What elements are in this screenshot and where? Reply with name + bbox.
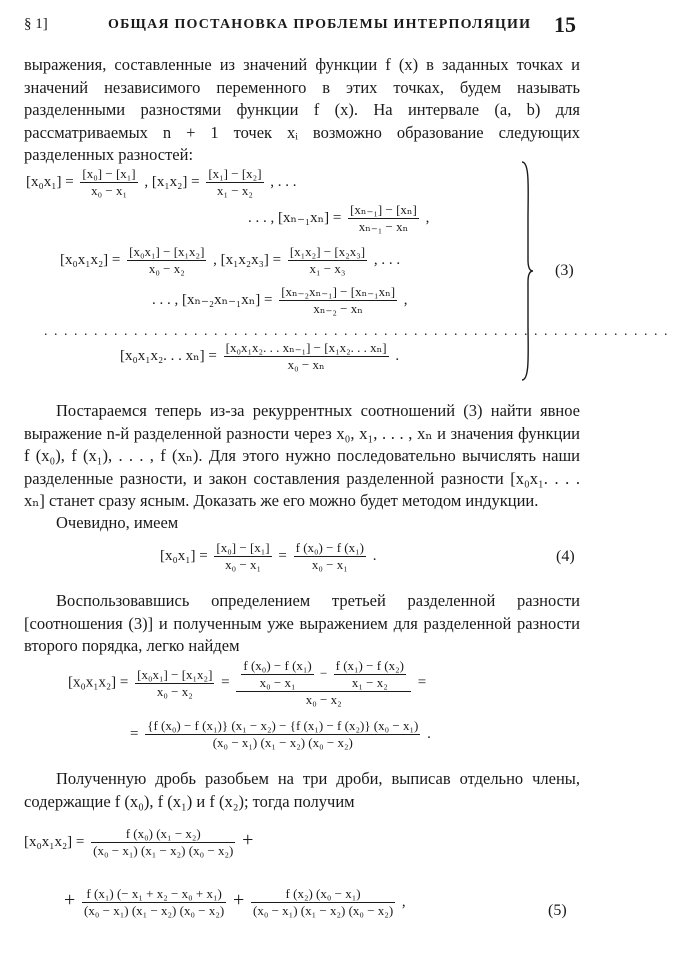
eq3-r1b-num: [x₁] − [x₂] [208, 166, 262, 181]
eq5-num1: f (x₀) (x₁ − x₂) [125, 826, 201, 841]
eq5-plus1: + [242, 828, 254, 851]
eq3-r1a-frac [80, 166, 137, 199]
equation-5-line2 [64, 886, 406, 919]
paragraph-using-definition: Воспользовавшись определением третьей разделенной разности [соотношения (3)] и полученным уже выражением для разделенной разности второго порядка, легко найдем [24, 591, 580, 656]
eqm-compound-frac [236, 658, 411, 708]
eq5-num3: f (x₂) (x₀ − x₁) [285, 886, 361, 901]
eq3-row5 [120, 340, 399, 373]
eq4-eq: = [278, 547, 287, 564]
eq3-r1-tail: , . . . [270, 173, 297, 190]
eq5-plus3: + [232, 888, 245, 911]
eqm-inner-b-num: f (x₁) − f (x₂) [335, 658, 404, 673]
eq3-r1a-den: x₀ − x₁ [80, 182, 137, 199]
eq3-dotted-row: ............................................................... [44, 324, 674, 339]
eq3-r4-num: [xₙ₋₂xₙ₋₁] − [xₙ₋₁xₙ] [281, 284, 396, 299]
section-mark: § 1] [24, 16, 48, 32]
eq4-den2: x₀ − x₁ [294, 556, 366, 573]
eqm-lhs: [x₀x₁x₂] = [68, 674, 129, 691]
eq3-r5-num: [x₀x₁x₂. . . xₙ₋₁] − [x₁x₂. . . xₙ] [225, 340, 387, 355]
eq3-r1b-den: x₁ − x₂ [206, 182, 263, 199]
paragraph-split-fraction: Полученную дробь разобьем на три дроби, выписав отдельно члены, содержащие f (x₀), f (x₁) и f (x₂); тогда получим [24, 769, 580, 811]
eq3-r3b-num: [x₁x₂] − [x₂x₃] [289, 244, 366, 259]
eq3-r5-frac [224, 340, 389, 373]
eq5-den1: (x₀ − x₁) (x₁ − x₂) (x₀ − x₂) [93, 843, 234, 858]
eq3-r2-frac [348, 202, 419, 235]
eq3-r1b-frac [206, 166, 263, 199]
eq3-r3a-lhs: [x₀x₁x₂] = [60, 251, 121, 268]
eqm-inner-a [241, 658, 313, 691]
eqm-frac1 [135, 667, 214, 700]
eq3-row2 [248, 202, 429, 235]
eqm-outer-den: x₀ − x₂ [236, 691, 411, 708]
eq3-row4 [152, 284, 408, 317]
chapter-title: ОБЩАЯ ПОСТАНОВКА ПРОБЛЕМЫ ИНТЕРПОЛЯЦИИ [108, 17, 532, 32]
eq3-r5-tail: . [395, 347, 400, 364]
eq3-r5-den: x₀ − xₙ [224, 356, 389, 373]
eq3-row3 [60, 244, 400, 277]
eqm-inner-b-den: x₁ − x₂ [334, 674, 406, 691]
eq3-r2-num: [xₙ₋₁] − [xₙ] [350, 202, 417, 217]
eqm-num3: {f (x₀) − f (x₁)} (x₁ − x₂) − {f (x₁) − f (x₂)} (x₀ − x₁) [147, 718, 419, 733]
equation-second-order-line2 [130, 718, 431, 751]
page-number: 15 [554, 12, 576, 37]
eqm-tail: . [427, 725, 431, 742]
eq5-num2: f (x₁) (− x₁ + x₂ − x₀ + x₁) [86, 886, 222, 901]
eq3-r3b-lhs: , [x₁x₂x₃] = [213, 251, 282, 268]
eq3-r2-tail: , [425, 209, 430, 226]
eqm-line2-eq: = [130, 725, 139, 742]
eq5-frac2 [82, 886, 226, 919]
eq3-row1 [26, 166, 297, 199]
eq3-r4-lhs: . . . , [xₙ₋₂xₙ₋₁xₙ] = [152, 291, 273, 308]
eq5-den2: (x₀ − x₁) (x₁ − x₂) (x₀ − x₂) [84, 903, 225, 918]
eqm-eq-end: = [417, 674, 427, 691]
eq4-frac1 [214, 540, 271, 573]
paragraph-explicit: Постараемся теперь из-за рекуррентных соотношений (3) найти явное выражение n-й разделенной разности через x₀, x₁, . . . , xₙ и значения функции f (x₀), f (x₁), . . . , f (xₙ). Для этого нужно последовательно вычислять наши разделенные разности, и закон составления разделенной разности [x₀x₁. . . . xₙ] станет сразу ясным. Доказать же его можно будет методом индукции. [24, 401, 580, 511]
eq3-r2-lhs: . . . , [xₙ₋₁xₙ] = [248, 209, 342, 226]
eq4-num1: [x₀] − [x₁] [216, 540, 270, 555]
eq4-frac2 [294, 540, 366, 573]
equation-4 [160, 540, 376, 573]
eqm-inner-a-den: x₀ − x₁ [241, 674, 313, 691]
eqm-den1: x₀ − x₂ [135, 683, 214, 700]
eq3-r1a-lhs: [x₀x₁] = [26, 173, 74, 190]
paragraph-intro: выражения, составленные из значений функции f (x) в заданных точках и значений независимого переменного в этих точках, будем называть разделенными разностями функции f (x). На интервале (a, b) для рассматриваемых n + 1 точек xᵢ возможно образование следующих разделенных разностей: [24, 55, 580, 165]
eq4-num2: f (x₀) − f (x₁) [295, 540, 364, 555]
eq3-r4-den: xₙ₋₂ − xₙ [279, 300, 397, 317]
eq3-r1b-lhs: , [x₁x₂] = [144, 173, 200, 190]
eq3-r4-frac [279, 284, 397, 317]
eq3-r3-tail: , . . . [373, 251, 401, 268]
equation-5-line1 [24, 826, 253, 859]
eqm-inner-minus: − [320, 665, 328, 681]
right-brace [520, 160, 534, 382]
eq3-r4-tail: , [403, 291, 408, 308]
equation-number-3: (3) [555, 262, 574, 279]
eq4-lhs: [x₀x₁] = [160, 547, 208, 564]
eq5-frac3 [251, 886, 395, 919]
eq5-tail: , [401, 893, 406, 910]
eqm-eq: = [221, 674, 230, 691]
eq4-tail: . [372, 547, 377, 564]
eqm-inner-b [334, 658, 406, 691]
eq5-lhs: [x₀x₁x₂] = [24, 833, 85, 850]
eqm-inner-a-num: f (x₀) − f (x₁) [243, 658, 312, 673]
equation-second-order [68, 658, 426, 708]
equation-number-4: (4) [556, 548, 575, 565]
eq5-den3: (x₀ − x₁) (x₁ − x₂) (x₀ − x₂) [252, 903, 394, 918]
eq3-r3a-den: x₀ − x₂ [127, 260, 206, 277]
eqm-frac3 [145, 718, 420, 751]
eq3-r1a-num: [x₀] − [x₁] [82, 166, 136, 181]
eq3-r3a-num: [x₀x₁] − [x₁x₂] [129, 244, 205, 259]
running-header [24, 14, 582, 42]
eq3-r2-den: xₙ₋₁ − xₙ [348, 218, 419, 235]
eq3-r3b-den: x₁ − x₃ [288, 260, 367, 277]
paragraph-obviously: Очевидно, имеем [56, 513, 179, 532]
eq4-den1: x₀ − x₁ [214, 556, 271, 573]
eqm-compound-num [236, 658, 411, 691]
eqm-den3: (x₀ − x₁) (x₁ − x₂) (x₀ − x₂) [145, 734, 420, 751]
eq3-r3b-frac [288, 244, 367, 277]
eq5-frac1 [91, 826, 235, 859]
eq5-plus2: + [64, 888, 76, 911]
eq3-r5-lhs: [x₀x₁x₂. . . xₙ] = [120, 347, 217, 364]
eq3-r3a-frac [127, 244, 206, 277]
equation-number-5: (5) [548, 902, 567, 919]
eqm-num1: [x₀x₁] − [x₁x₂] [137, 666, 213, 682]
